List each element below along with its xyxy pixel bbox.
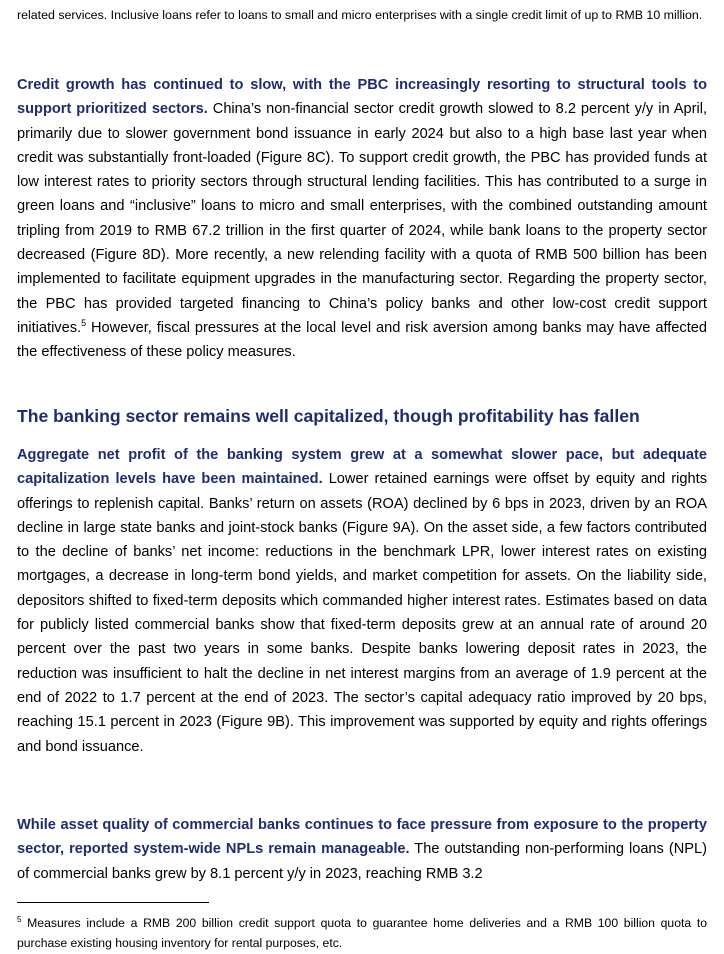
paragraph-body: The outstanding non-performing loans (NPL) of commercial banks grew by 8.1 percent y/y in 2023, reaching RMB 3.2 [17, 841, 707, 882]
continued-paragraph-text: related services. Inclusive loans refer to loans to small and micro enterprises with a single credit limit of up to RMB 10 million. [17, 8, 703, 22]
section-heading: The banking sector remains well capitalized, though profitability has fallen [17, 406, 640, 426]
paragraph-body-continued: However, fiscal pressures at the local level and risk aversion among banks may have affected the effectiveness of these policy measures. [17, 319, 707, 361]
footnote-reference: 5 [81, 318, 87, 329]
paragraph-lead: Credit growth has continued to slow, with the PBC increasingly resorting to structural tools to support prioritized sectors. [17, 77, 707, 118]
paragraph-asset-quality [17, 813, 707, 886]
paragraph-lead: While asset quality of commercial banks continues to face pressure from exposure to the property sector, reported system-wide NPLs remain manageable. [17, 817, 707, 858]
paragraph-lead: Aggregate net profit of the banking system grew at a somewhat slower pace, but adequate capitalization levels have been maintained. [17, 447, 707, 488]
footnote-marker: 5 [17, 914, 22, 924]
paragraph-credit-growth [17, 73, 707, 365]
paragraph-body: China’s non-financial sector credit growth slowed to 8.2 percent y/y in April, primarily due to slower government bond issuance in early 2024 but also to a high base last year when credit was substantially front-loaded (Figure 8C). To support credit growth, the PBC has provided funds at low interest rates to priority sectors through structural lending facilities. This has contributed to a surge in green loans and “inclusive” loans to micro and small enterprises, with the combined outstanding amount tripling from 2019 to RMB 67.2 trillion in the first quarter of 2024, while bank loans to the property sector decreased (Figure 8D). More recently, a new relending facility with a quota of RMB 500 billion has been implemented to facilitate equipment upgrades in the manufacturing sector. Regarding the property sector, the PBC has provided targeted financing to China’s policy banks and other low-cost credit support initiatives. [17, 101, 707, 336]
paragraph-body: Lower retained earnings were offset by equity and rights offerings to replenish capital. Banks’ return on assets (ROA) declined by 6 bps in 2023, driven by an ROA decline in large state banks and joint-stock banks (Figure 9A). On the asset side, a few factors contributed to the decline of banks’ net income: reductions in the benchmark LPR, lower interest rates on existing mortgages, a decrease in long-term bond yields, and market competition for assets. On the liability side, depositors shifted to fixed-term deposits which commanded higher interest rates. Estimates based on data for publicly listed commercial banks show that fixed-term deposits grew at an annual rate of around 20 percent over the past two years in some banks. Despite banks lowering deposit rates in 2023, the reduction was insufficient to halt the decline in net interest margins from an average of 1.9 percent at the end of 2022 to 1.7 percent at the end of 2023. The sector’s capital adequacy ratio improved by 20 bps, reaching 15.1 percent in 2023 (Figure 9B). This improvement was supported by equity and rights offerings and bond issuance. [17, 471, 707, 755]
paragraph-bank-profit [17, 443, 707, 759]
footnote [17, 913, 707, 953]
footnote-text: Measures include a RMB 200 billion credit support quota to guarantee home deliveries and a RMB 100 billion quota to purchase existing housing inventory for rental purposes, etc. [17, 916, 707, 950]
continued-paragraph [17, 5, 707, 26]
footnote-divider [17, 902, 209, 903]
